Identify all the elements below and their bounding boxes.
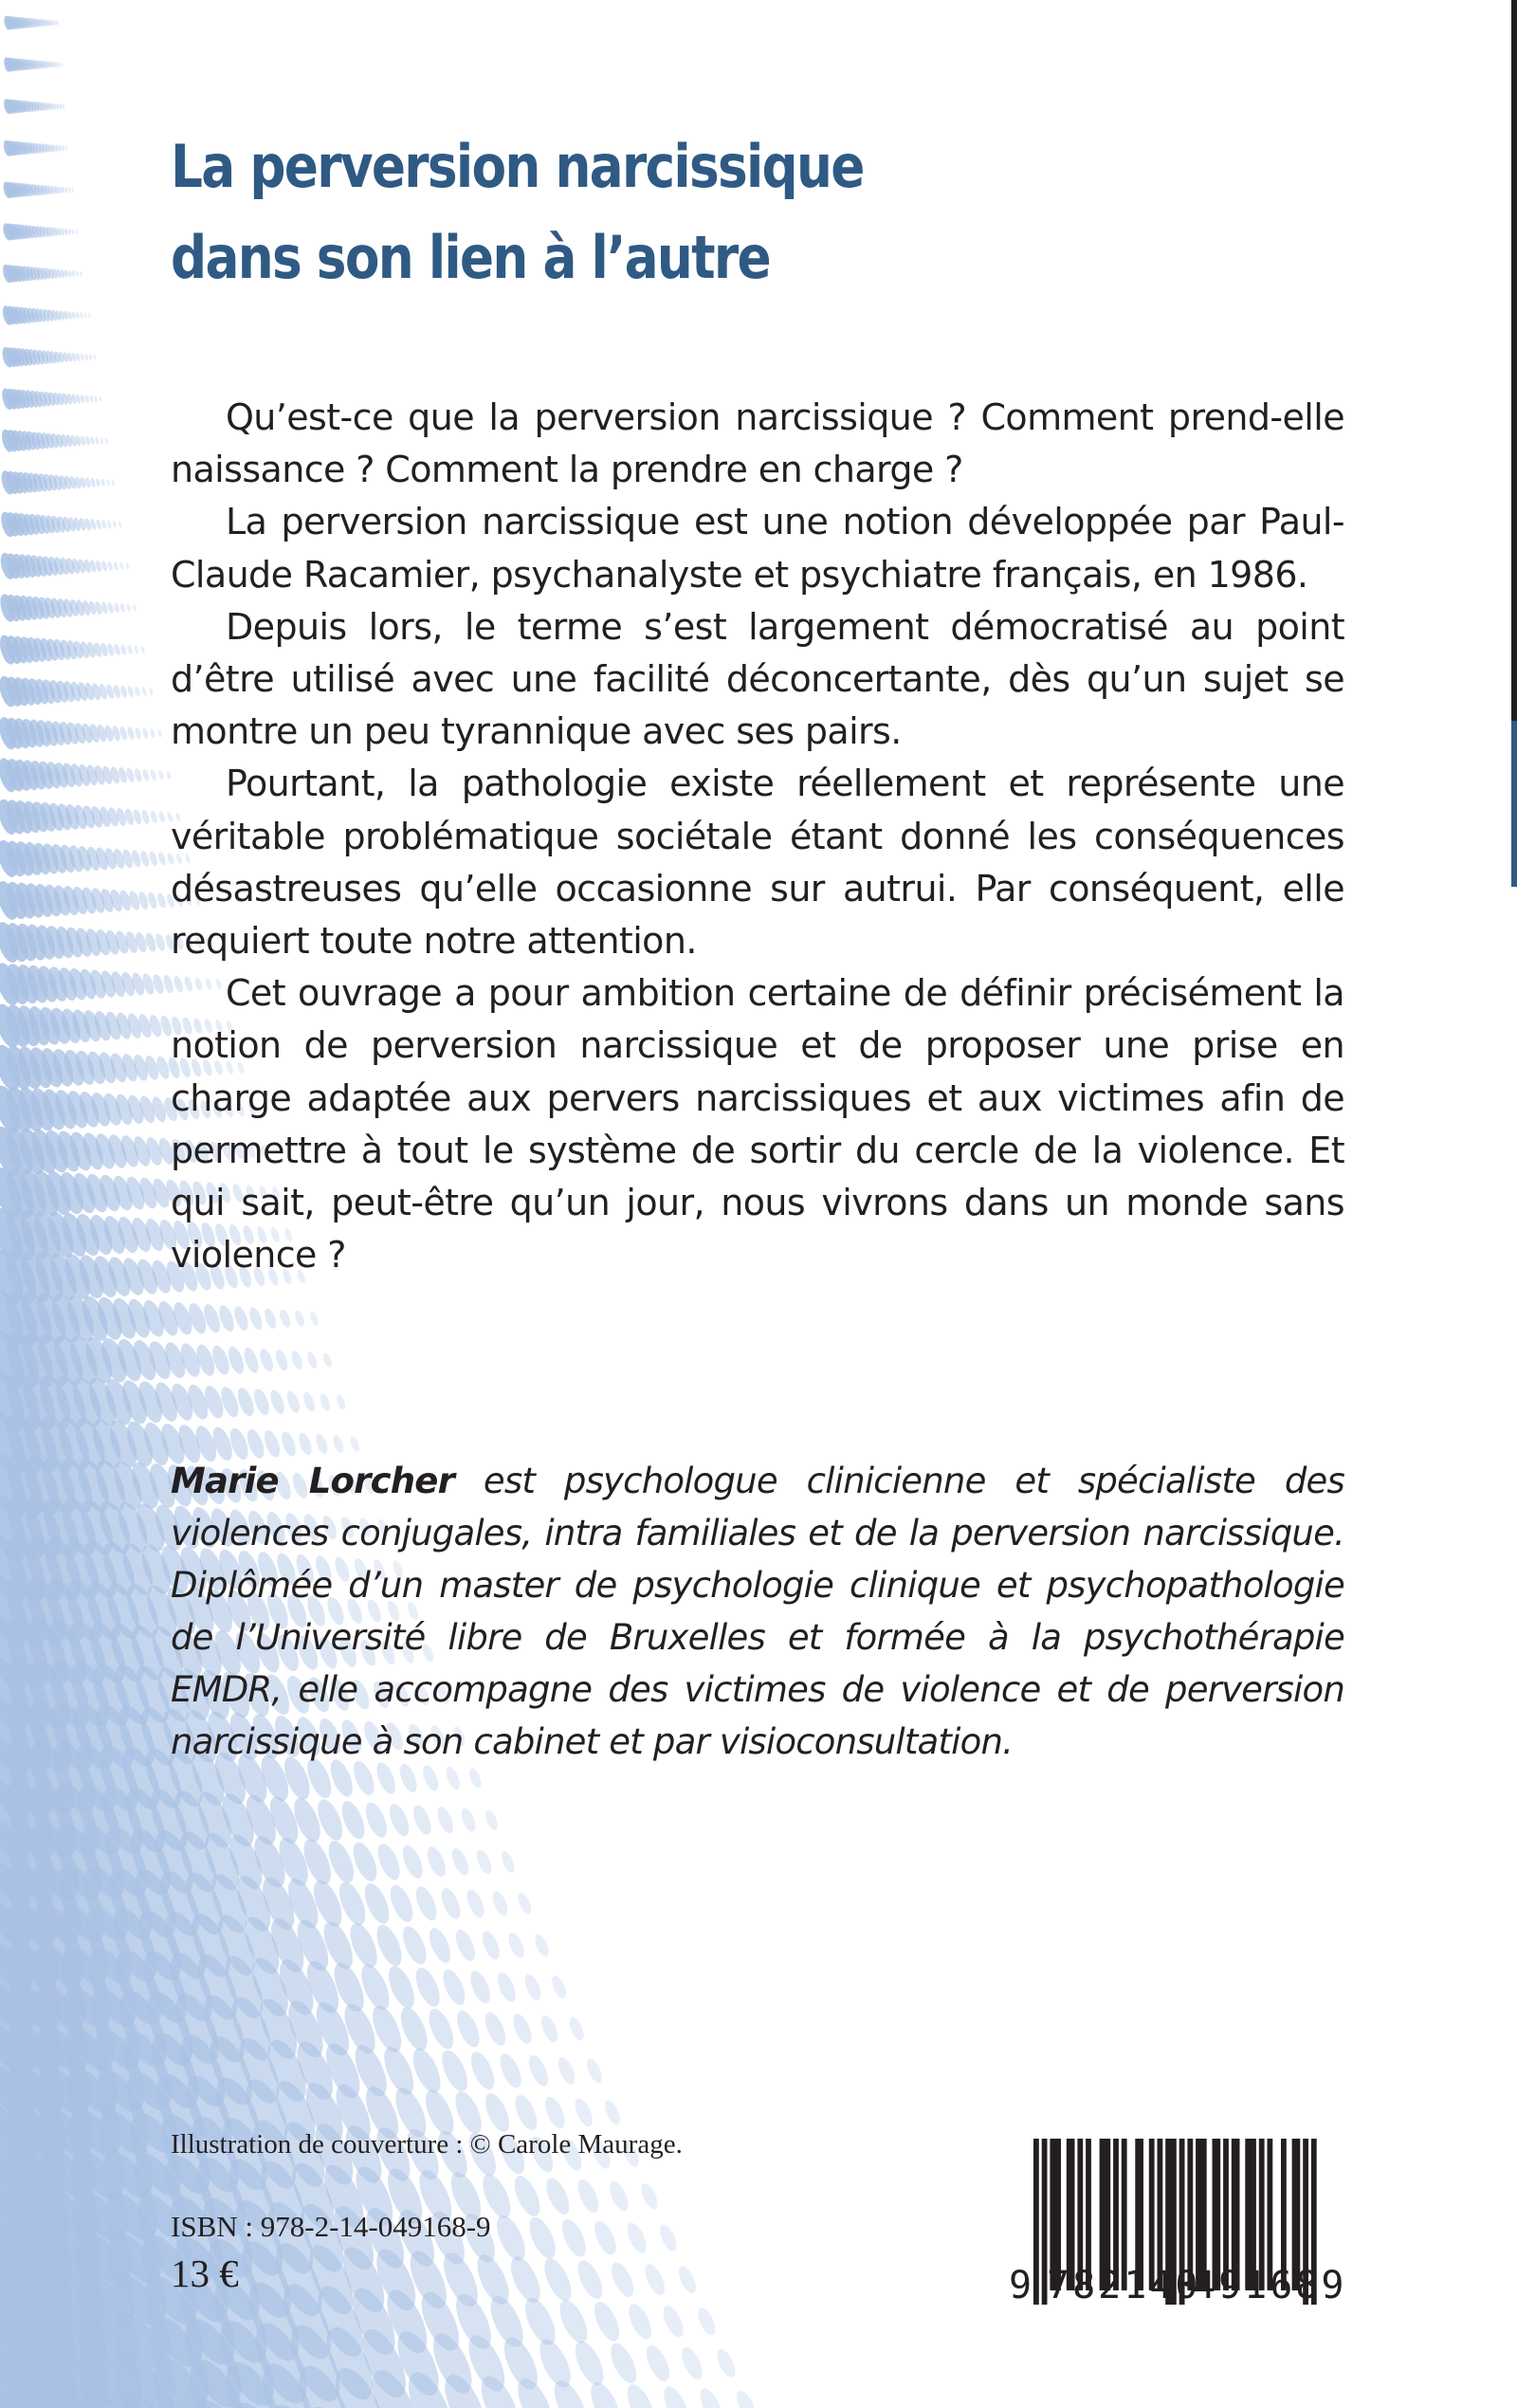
halftone-dot (314, 1432, 330, 1455)
halftone-dot (75, 270, 79, 277)
halftone-dot (149, 728, 155, 739)
halftone-dot (101, 478, 106, 487)
halftone-dot (509, 2012, 535, 2047)
halftone-dot (520, 2293, 562, 2349)
halftone-dot (242, 1346, 262, 1374)
halftone-dot (408, 2045, 447, 2097)
halftone-dot (149, 688, 155, 696)
halftone-dot (257, 1347, 275, 1373)
halftone-dot (308, 1311, 320, 1327)
halftone-dot (60, 62, 63, 66)
halftone-dot (424, 2005, 459, 2052)
halftone-dot (263, 1307, 279, 1330)
halftone-dot (150, 769, 157, 781)
halftone-dot (113, 643, 121, 656)
halftone-dot (157, 852, 167, 867)
author-bio (171, 1455, 1344, 1768)
halftone-dot (659, 2303, 687, 2340)
halftone-dot (509, 2172, 545, 2219)
halftone-dot (93, 355, 97, 360)
synopsis-paragraph: Pourtant, la pathologie existe réellement et représente une véritable problématique sociétale étant donné les conséquences désastreuses qu’elle occasionne sur autrui. Par conséquent, elle requiert toute notre attention. (171, 763, 1344, 963)
halftone-dot (148, 851, 158, 867)
halftone-dot (99, 396, 102, 402)
halftone-dot (555, 2054, 578, 2086)
halftone-dot (54, 62, 58, 68)
ean-barcode (1009, 2110, 1354, 2309)
halftone-dot (71, 270, 76, 278)
halftone-dot (79, 270, 82, 276)
halftone-dot (118, 521, 122, 527)
barcode-bar (1033, 2139, 1039, 2305)
spine-edge-dark (1511, 0, 1517, 721)
halftone-dot (119, 603, 126, 614)
halftone-dot (231, 1305, 250, 1333)
halftone-dot (133, 604, 137, 612)
halftone-dot (62, 103, 64, 109)
halftone-dot (459, 1807, 479, 1834)
halftone-dot (83, 312, 87, 318)
halftone-dot (424, 1845, 449, 1880)
halftone-dot (395, 2003, 432, 2054)
halftone-dot (293, 1309, 306, 1328)
halftone-dot (247, 1306, 265, 1332)
halftone-dot (106, 520, 112, 528)
halftone-dot (696, 2385, 725, 2408)
halftone-dot (67, 269, 72, 277)
barcode-lead-digit: 9 (1009, 2264, 1033, 2307)
halftone-dot (154, 932, 167, 952)
halftone-dot (524, 2214, 561, 2263)
halftone-dot (538, 2013, 560, 2045)
book-title (171, 121, 1149, 303)
halftone-dot (126, 603, 132, 612)
halftone-dot (584, 2057, 605, 2086)
halftone-dot (104, 437, 108, 444)
halftone-dot (80, 312, 84, 319)
halftone-dot (89, 395, 94, 403)
halftone-dot (95, 519, 101, 530)
halftone-dot (101, 561, 108, 572)
halftone-dot (80, 395, 85, 404)
halftone-dot (572, 2096, 596, 2129)
title-line-1: La perversion narcissique (171, 132, 864, 201)
halftone-dot (84, 395, 90, 403)
halftone-dot (71, 188, 74, 193)
halftone-dot (448, 1846, 471, 1877)
halftone-dot (481, 2010, 509, 2049)
halftone-dot (90, 436, 96, 445)
halftone-dot (374, 1841, 404, 1883)
halftone-dot (58, 145, 62, 152)
halftone-dot (95, 436, 100, 445)
halftone-dot (398, 1923, 430, 1968)
halftone-dot (714, 2346, 740, 2380)
halftone-dot (126, 726, 136, 741)
halftone-dot (606, 2340, 642, 2387)
halftone-dot (140, 646, 146, 654)
halftone-dot (149, 810, 158, 824)
halftone-dot (107, 561, 114, 571)
synopsis-paragraph: Depuis lors, le terme s’est largement démocratisé au point d’être utilisé avec une facilité déconcertante, dès qu’un sujet se montre un peu tyrannique avec ses pairs. (171, 605, 1344, 753)
halftone-dot (499, 1849, 517, 1874)
halftone-dot (474, 1847, 495, 1876)
halftone-dot (132, 808, 143, 825)
halftone-dot (554, 2296, 593, 2347)
halftone-dot (139, 850, 151, 868)
halftone-dot (516, 1891, 534, 1917)
halftone-dot (483, 1808, 500, 1831)
halftone-dot (574, 2177, 603, 2215)
halftone-dot (372, 1921, 407, 1970)
halftone-dot (111, 479, 115, 486)
halftone-dot (157, 811, 166, 823)
halftone-dot (567, 2015, 587, 2043)
halftone-dot (410, 1803, 434, 1837)
halftone-dot (504, 2252, 545, 2307)
halftone-dot (84, 354, 89, 361)
halftone-dot (386, 1801, 413, 1839)
halftone-dot (494, 1970, 520, 2004)
halftone-dot (75, 353, 81, 361)
halftone-dot (67, 229, 71, 235)
halftone-dot (591, 2218, 621, 2258)
halftone-dot (434, 1805, 456, 1835)
author-name: Marie Lorcher (171, 1461, 455, 1501)
halftone-dot (659, 2383, 692, 2408)
halftone-dot (541, 2175, 574, 2218)
halftone-dot (452, 1927, 480, 1964)
halftone-dot (411, 1884, 440, 1923)
halftone-dot (479, 1929, 503, 1962)
halftone-dot (75, 229, 79, 234)
halftone-dot (157, 728, 163, 738)
halftone-dot (589, 2298, 624, 2344)
halftone-dot (694, 2306, 719, 2338)
halftone-dot (140, 809, 151, 824)
halftone-dot (573, 2257, 607, 2303)
halftone-dot (279, 1429, 299, 1458)
halftone-dot (126, 645, 133, 655)
halftone-dot (335, 1393, 347, 1410)
halftone-dot (624, 2220, 650, 2256)
halftone-dot (511, 2092, 541, 2134)
halftone-dot (496, 2050, 525, 2090)
halftone-dot (67, 187, 71, 193)
halftone-dot (141, 768, 150, 781)
halftone-dot (268, 1388, 287, 1416)
synopsis-paragraph: Qu’est-ce que la perversion narcissique ? Comment prend-elle naissance ? Comment la prendre en charge ? (171, 396, 1344, 491)
halftone-dot (119, 561, 124, 570)
halftone-dot (141, 687, 148, 696)
halftone-dot (319, 1392, 332, 1412)
halftone-dot (62, 145, 65, 152)
halftone-dot (112, 521, 117, 528)
halftone-dot (119, 685, 128, 698)
title-line-2: dans son lien à l’autre (171, 223, 770, 292)
halftone-dot (539, 2254, 577, 2305)
halftone-dot (71, 229, 75, 234)
halftone-dot (466, 2049, 499, 2093)
synopsis-paragraph: La perversion narcissique est une notion développée par Paul-Claude Racamier, psychanalyste et psychiatre français, en 1986. (171, 501, 1344, 596)
halftone-dot (675, 2264, 699, 2296)
halftone-dot (321, 1351, 333, 1369)
halftone-dot (541, 2094, 569, 2131)
halftone-dot (157, 770, 164, 781)
halftone-dot (80, 353, 84, 361)
halftone-dot (55, 20, 58, 26)
halftone-dot (155, 892, 167, 909)
halftone-dot (296, 1431, 314, 1457)
halftone-dot (95, 478, 101, 487)
halftone-dot (305, 1351, 319, 1369)
halftone-dot (52, 20, 56, 26)
halftone-dot (57, 62, 61, 67)
halftone-dot (570, 2337, 610, 2389)
halftone-dot (491, 2212, 531, 2265)
halftone-dot (251, 1387, 272, 1417)
halftone-dot (331, 1433, 345, 1454)
synopsis (171, 392, 1344, 1281)
halftone-dot (75, 312, 80, 320)
halftone-dot (525, 2052, 552, 2088)
halftone-dot (534, 2335, 577, 2392)
halftone-dot (425, 1925, 455, 1966)
barcode-left-digits: 782140 (1047, 2264, 1201, 2307)
halftone-dot (59, 103, 63, 109)
halftone-dot (606, 2178, 631, 2214)
halftone-dot (125, 767, 136, 783)
halftone-dot (113, 561, 119, 571)
halftone-dot (113, 602, 120, 614)
halftone-dot (398, 1843, 426, 1882)
halftone-dot (641, 2261, 668, 2297)
halftone-dot (273, 1349, 289, 1372)
halftone-dot (624, 2301, 655, 2343)
halftone-dot (444, 1765, 463, 1792)
halftone-dot (289, 1350, 304, 1371)
halftone-dot (349, 1839, 382, 1884)
halftone-dot (438, 1885, 465, 1921)
halftone-dot (466, 1968, 494, 2006)
halftone-dot (88, 354, 92, 360)
halftone-dot (733, 2388, 759, 2408)
halftone-dot (90, 477, 97, 487)
halftone-dot (642, 2342, 674, 2384)
halftone-dot (87, 313, 91, 319)
halftone-dot (452, 2008, 484, 2050)
halftone-dot (107, 602, 115, 615)
halftone-dot (439, 1966, 469, 2008)
halftone-dot (64, 228, 68, 235)
halftone-dot (386, 1882, 417, 1925)
halftone-dot (607, 2259, 638, 2300)
halftone-dot (94, 395, 99, 402)
halftone-dot (100, 437, 104, 445)
halftone-dot (134, 726, 142, 740)
halftone-dot (101, 520, 107, 530)
halftone-dot (464, 1887, 487, 1920)
price: 13 € (171, 2252, 239, 2295)
halftone-dot (657, 2222, 681, 2253)
synopsis-paragraph: Cet ouvrage a pour ambition certaine de définir précisément la notion de perversion narcissique et de proposer une prise en charge adaptée aux pervers narcissiques et aux victimes afin de permettre à tout le système de sortir du cercle de la violence. Et qui sait, peut-être qu’un jour, nous vivrons dans un monde sans violence ? (171, 972, 1344, 1277)
halftone-dot (302, 1391, 317, 1414)
illustration-credit: Illustration de couverture : © Carole Maurage. (171, 2129, 683, 2160)
barcode-right-digits: 491689 (1193, 2264, 1347, 2307)
halftone-dot (146, 892, 158, 910)
halftone-dot (466, 1767, 484, 1790)
spine-edge-blue (1511, 721, 1517, 887)
halftone-dot (134, 645, 139, 654)
halftone-dot (71, 311, 76, 320)
halftone-dot (141, 727, 149, 739)
halftone-dot (622, 2380, 659, 2408)
halftone-dot (64, 145, 68, 151)
halftone-dot (61, 187, 65, 194)
halftone-dot (119, 644, 127, 655)
halftone-dot (602, 2098, 623, 2126)
halftone-dot (125, 562, 130, 570)
halftone-dot (437, 2047, 473, 2095)
halftone-dot (134, 686, 141, 697)
halftone-dot (678, 2344, 706, 2382)
halftone-dot (278, 1308, 292, 1329)
halftone-dot (84, 436, 90, 446)
isbn: ISBN : 978-2-14-049168-9 (171, 2210, 491, 2243)
halftone-dot (338, 1798, 370, 1843)
halftone-dot (383, 1962, 419, 2012)
halftone-dot (557, 2215, 591, 2260)
halftone-dot (360, 1880, 394, 1927)
halftone-dot (505, 1931, 527, 1960)
halftone-dot (127, 686, 135, 698)
halftone-dot (521, 1972, 544, 2002)
halftone-dot (349, 1435, 361, 1453)
halftone-dot (549, 1974, 569, 2000)
halftone-dot (638, 2181, 661, 2212)
halftone-dot (532, 1933, 551, 1958)
halftone-dot (411, 1964, 445, 2010)
halftone-dot (284, 1389, 302, 1414)
halftone-dot (361, 1799, 391, 1840)
halftone-dot (134, 767, 143, 782)
halftone-dot (106, 479, 111, 487)
halftone-dot (489, 1889, 510, 1918)
author-bio-text: est psychologue clinicienne et spécialiste des violences conjugales, intra familiales et de la perversion narcissique. Diplômée d’un master de psychologie clinique et psychopathologie de l’Université libre de Bruxelles et formée à la psychothérapie EMDR, elle accompagne des victimes de violence et de perversion narcissique à son cabinet et par visioconsultation. (171, 1461, 1344, 1762)
halftone-dot (64, 187, 68, 193)
halftone-dot (56, 103, 60, 110)
